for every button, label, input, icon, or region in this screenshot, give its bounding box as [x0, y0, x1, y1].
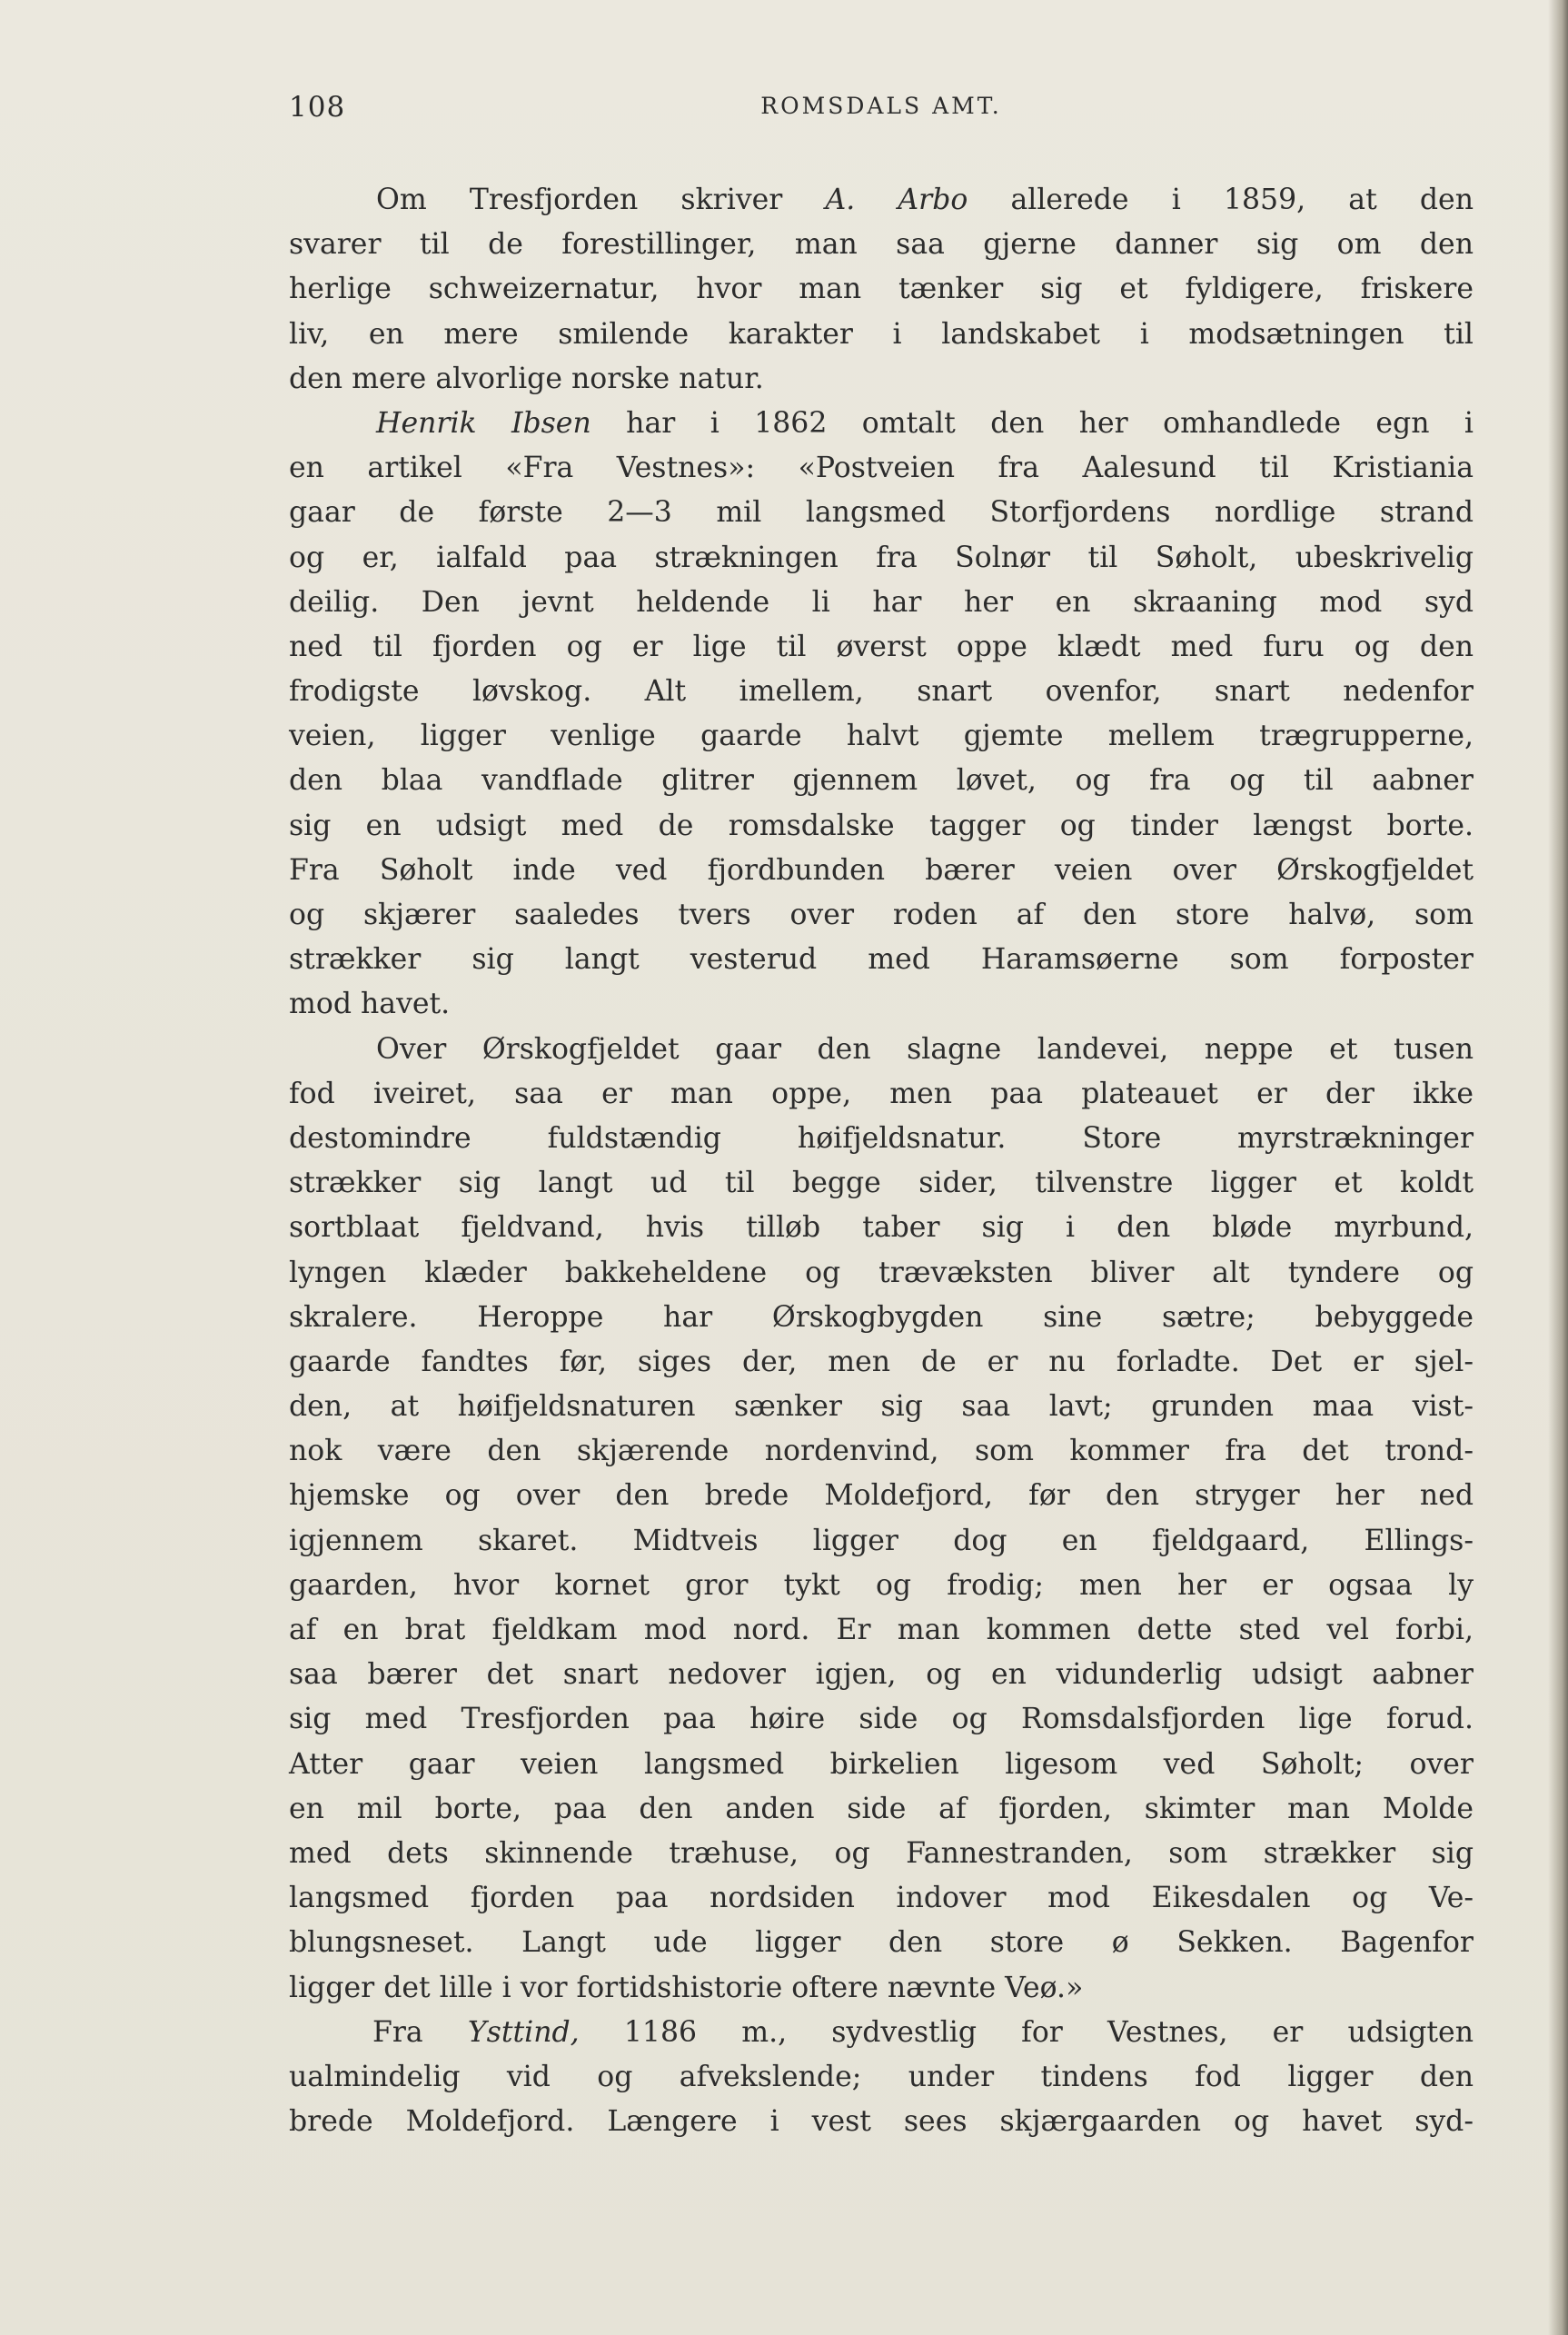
text-line: den blaa vandflade glitrer gjennem løvet, og fra og til aabner — [289, 764, 1474, 798]
text-line: den mere alvorlige norske natur. — [289, 362, 764, 395]
text-line: gaarde fandtes før, siges der, men de er nu forladte. Det er sjel- — [289, 1345, 1474, 1378]
text-line: nok være den skjærende nordenvind, som kommer fra det trond- — [289, 1435, 1474, 1468]
text-line: veien, ligger venlige gaarde halvt gjemte mellem trægrupperne, — [289, 720, 1474, 753]
text-line: gaarden, hvor kornet gror tykt og frodig; men her er ogsaa ly — [289, 1568, 1474, 1602]
text-line: lyngen klæder bakkeheldene og trævæksten bliver alt tyndere og — [289, 1256, 1474, 1289]
text-line: af en brat fjeldkam mod nord. Er man kommen dette sted vel forbi, — [289, 1614, 1474, 1646]
text-line: gaar de første 2—3 mil langsmed Storfjordens nordlige strand — [289, 496, 1474, 530]
text-line: sortblaat fjeldvand, hvis tilløb taber sig i den bløde myrbund, — [289, 1211, 1474, 1245]
text-line: ualmindelig vid og afvekslende; under tindens fod ligger den — [289, 2060, 1474, 2093]
text-line: herlige schweizernatur, hvor man tænker sig et fyldigere, friskere — [289, 273, 1474, 306]
text-line: skralere. Heroppe har Ørskogbygden sine sætre; bebyggede — [289, 1300, 1474, 1334]
text-line: igjennem skaret. Midtveis ligger dog en fjeldgaard, Ellings- — [289, 1524, 1474, 1557]
text-line: og skjærer saaledes tvers over roden af den store halvø, som — [289, 899, 1474, 931]
text-line: frodigste løvskog. Alt imellem, snart ovenfor, snart nedenfor — [289, 675, 1474, 709]
body-text — [289, 178, 1474, 2144]
text-line: ligger det lille i vor fortidshistorie oftere nævnte Veø.» — [289, 1971, 1084, 2004]
text-line: en artikel «Fra Vestnes»: «Postveien fra Aalesund til Kristiania — [289, 452, 1474, 485]
running-head: ROMSDALS AMT. — [760, 93, 1002, 119]
text-line: fod iveiret, saa er man oppe, men paa plateauet er der ikke — [289, 1077, 1474, 1110]
text-line: Over Ørskogfjeldet gaar den slagne landevei, neppe et tusen — [376, 1032, 1474, 1066]
text-line: destomindre fuldstændig høifjeldsnatur. Store myrstrækninger — [289, 1121, 1474, 1155]
text-line: liv, en mere smilende karakter i landskabet i modsætningen til — [289, 317, 1474, 351]
text-line: med dets skinnende træhuse, og Fannestranden, som strækker sig — [289, 1836, 1474, 1870]
text-line: sig med Tresfjorden paa høire side og Romsdalsfjorden lige forud. — [289, 1703, 1474, 1736]
page-header — [289, 91, 1474, 127]
page-edge-shadow — [1548, 0, 1568, 2335]
text-line: Atter gaar veien langsmed birkelien ligesom ved Søholt; over — [289, 1747, 1474, 1781]
text-line: langsmed fjorden paa nordsiden indover mod Eikesdalen og Ve- — [289, 1882, 1474, 1915]
text-line: en mil borte, paa den anden side af fjorden, skimter man Molde — [289, 1792, 1474, 1825]
text-line: svarer til de forestillinger, man saa gjerne danner sig om den — [289, 228, 1474, 262]
text-line: strækker sig langt ud til begge sider, tilvenstre ligger et koldt — [289, 1167, 1474, 1200]
text-line: Fra Ysttind, 1186 m., sydvestlig for Vestnes, er udsigten — [372, 2015, 1474, 2049]
text-line: Fra Søholt inde ved fjordbunden bærer veien over Ørskogfjeldet — [289, 853, 1474, 887]
text-line: blungsneset. Langt ude ligger den store ø Sekken. Bagenfor — [289, 1926, 1474, 1960]
page-number: 108 — [289, 91, 346, 124]
author-name: Henrik Ibsen — [376, 406, 591, 440]
text-line: Henrik Ibsen har i 1862 omtalt den her omhandlede egn i — [376, 406, 1474, 440]
text-line: Om Tresfjorden skriver A. Arbo allerede i 1859, at den — [376, 184, 1474, 216]
text-line: hjemske og over den brede Moldefjord, før den stryger her ned — [289, 1479, 1474, 1513]
text-line: mod havet. — [289, 988, 451, 1021]
text-line: sig en udsigt med de romsdalske tagger og tinder længst borte. — [289, 809, 1474, 842]
text-line: og er, ialfald paa strækningen fra Solnør til Søholt, ubeskrivelig — [289, 541, 1474, 574]
text-line: ned til fjorden og er lige til øverst oppe klædt med furu og den — [289, 630, 1474, 663]
author-name: A. Arbo — [825, 184, 968, 216]
text-line: den, at høifjeldsnaturen sænker sig saa lavt; grunden maa vist- — [289, 1390, 1474, 1424]
place-name: Ysttind, — [467, 2015, 580, 2049]
text-line: deilig. Den jevnt heldende li har her en skraaning mod syd — [289, 585, 1474, 619]
text-line: strækker sig langt vesterud med Haramsøerne som forposter — [289, 943, 1474, 977]
text-line: saa bærer det snart nedover igjen, og en vidunderlig udsigt aabner — [289, 1658, 1474, 1692]
text-line: brede Moldefjord. Længere i vest sees skjærgaarden og havet syd- — [289, 2105, 1474, 2139]
